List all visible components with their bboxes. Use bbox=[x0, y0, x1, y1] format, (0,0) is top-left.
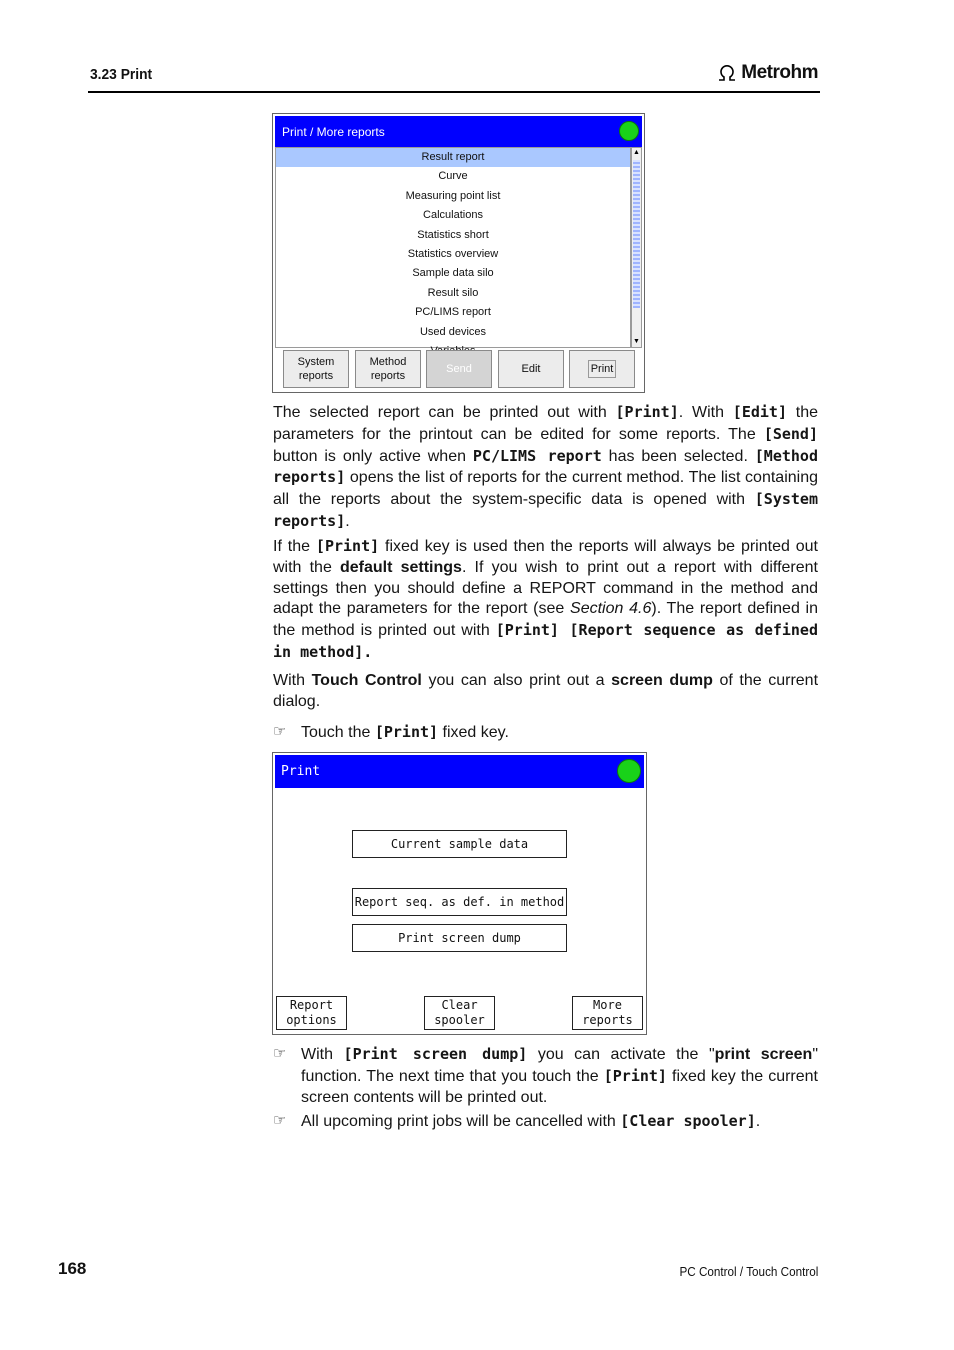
step-touch-print: ☞ Touch the [Print] fixed key. bbox=[273, 723, 509, 741]
print-button[interactable]: Print bbox=[569, 350, 635, 388]
list-item[interactable]: Sample data silo bbox=[412, 267, 494, 280]
page-number: 168 bbox=[58, 1259, 87, 1278]
report-options-button[interactable]: Report options bbox=[276, 996, 347, 1030]
list-item[interactable]: Statistics overview bbox=[407, 247, 499, 260]
list-item[interactable]: Result report bbox=[276, 148, 630, 167]
list-item[interactable]: Measuring point list bbox=[405, 189, 501, 202]
logo-text: Metrohm bbox=[741, 62, 818, 83]
dialog-titlebar bbox=[275, 755, 644, 788]
paragraph-screen-dump: With Touch Control you can also print out a screen dump of the current dialog. bbox=[273, 672, 819, 710]
dialog-titlebar bbox=[275, 116, 642, 147]
status-led-icon bbox=[619, 121, 639, 141]
step-print-screen-dump: ☞ With [Print screen dump] you can activate the "print screen" function. The next time that you touch the [Print] fixed key the current screen contents will be printed out. bbox=[273, 1045, 819, 1106]
list-item[interactable]: Calculations bbox=[423, 209, 483, 222]
dialog-title: Print / More reports bbox=[282, 125, 385, 139]
list-item[interactable]: PC/LIMS report bbox=[415, 306, 491, 319]
more-reports-button[interactable]: More reports bbox=[572, 996, 643, 1030]
header-rule bbox=[88, 91, 820, 93]
screen-more-reports bbox=[272, 113, 645, 393]
scroll-thumb[interactable] bbox=[633, 160, 640, 308]
paragraph-report-actions: The selected report can be printed out with [Print]. With [Edit] the parameters for the printout can be edited for some reports. The [Send] button is only active when PC/LIMS report has been selected. [Method reports] opens the list of reports for the current method. The list containing all the reports about the system-specific data is opened with [System reports]. bbox=[273, 403, 819, 530]
report-list[interactable] bbox=[275, 147, 631, 348]
metrohm-logo bbox=[716, 62, 818, 84]
paragraph-default-settings: If the [Print] fixed key is used then the reports will always be printed out with the default settings. If you wish to print out a report with different settings then you should define a REPORT command in the method and adapt the parameters for the report (see Section 4.6). The report defined in the method is printed out with [Print] [Report sequence as defined in method]. bbox=[273, 537, 819, 661]
clear-spooler-button[interactable]: Clear spooler bbox=[424, 996, 495, 1030]
omega-logo-icon bbox=[716, 64, 738, 82]
edit-button[interactable]: Edit bbox=[498, 350, 564, 388]
pointing-hand-icon: ☞ bbox=[273, 723, 287, 740]
report-seq-button[interactable]: Report seq. as def. in method bbox=[352, 888, 567, 916]
send-button[interactable]: Send bbox=[426, 350, 492, 388]
dialog-title: Print bbox=[281, 764, 321, 779]
scroll-down-icon[interactable]: ▼ bbox=[633, 338, 640, 345]
section-title: 3.23 Print bbox=[90, 66, 153, 83]
list-item[interactable]: Used devices bbox=[419, 325, 487, 338]
status-led-icon bbox=[617, 759, 641, 783]
current-sample-data-button[interactable]: Current sample data bbox=[352, 830, 567, 858]
list-item[interactable]: Statistics short bbox=[417, 228, 489, 241]
footer-product: PC Control / Touch Control bbox=[679, 1264, 818, 1279]
scroll-up-icon[interactable]: ▲ bbox=[633, 149, 640, 156]
print-screen-dump-button[interactable]: Print screen dump bbox=[352, 924, 567, 952]
step-clear-spooler: ☞ All upcoming print jobs will be cancelled with [Clear spooler]. bbox=[273, 1112, 761, 1130]
system-reports-button[interactable]: System reports bbox=[283, 350, 349, 388]
screen-print bbox=[272, 752, 647, 1035]
method-reports-button[interactable]: Method reports bbox=[355, 350, 421, 388]
list-item[interactable]: Result silo bbox=[427, 286, 479, 299]
softkey-row bbox=[273, 350, 644, 392]
pointing-hand-icon: ☞ bbox=[273, 1045, 287, 1062]
list-item[interactable]: Curve bbox=[438, 170, 468, 183]
pointing-hand-icon: ☞ bbox=[273, 1112, 287, 1129]
list-scrollbar[interactable] bbox=[631, 147, 642, 348]
